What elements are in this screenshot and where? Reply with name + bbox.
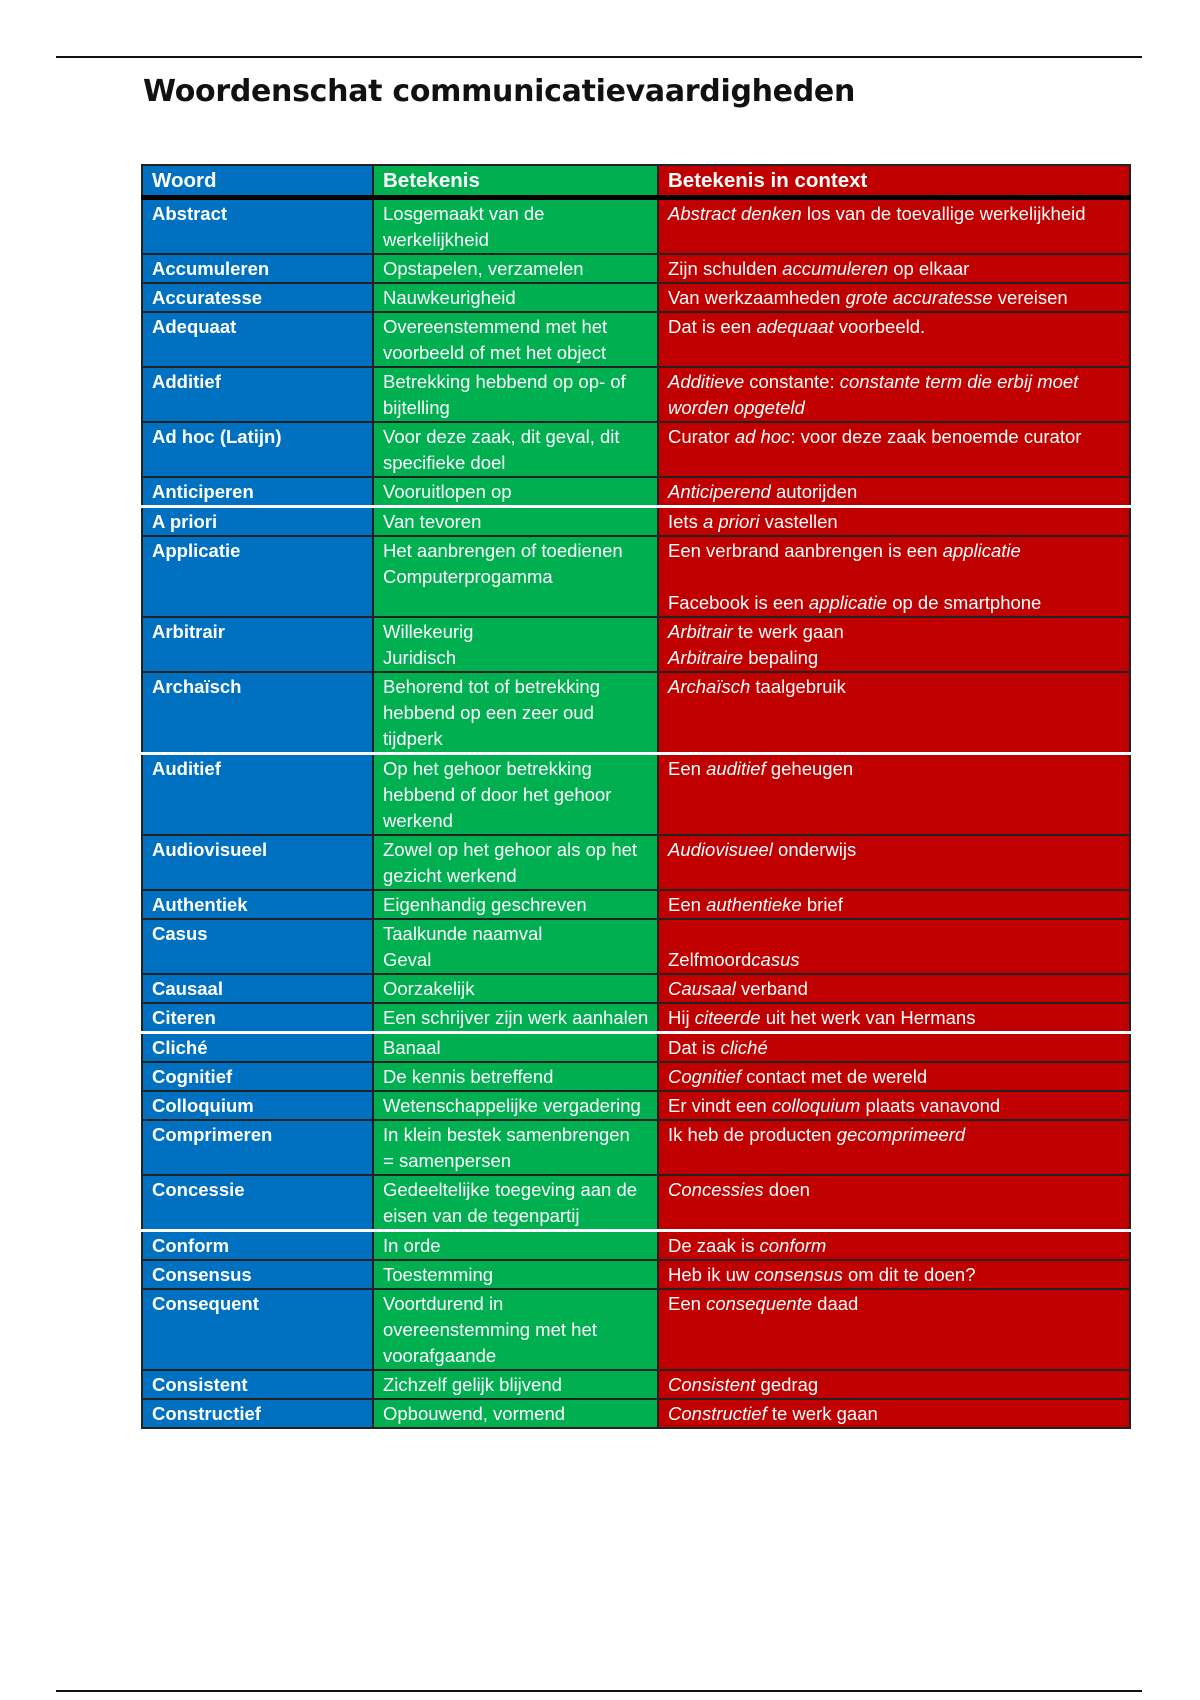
meaning-cell [373,835,658,890]
context-cell [658,835,1130,890]
context-text: los van de toevallige werkelijkheid [801,203,1086,224]
meaning-line: Wetenschappelijke vergadering [383,1095,641,1116]
context-term: Additieve [668,371,745,392]
context-term: Causaal [668,978,736,999]
context-line [668,256,1121,282]
word-cell: Auditief [142,754,373,836]
context-text: te werk gaan [766,1403,878,1424]
meaning-line: Gedeeltelijke toegeving aan de eisen van de tegenpartij [383,1179,638,1226]
context-text: Zelfmoord [668,949,752,970]
word-cell: Arbitrair [142,617,373,672]
context-cell [658,536,1130,617]
meaning-cell [373,367,658,422]
meaning-cell [373,1260,658,1289]
header-meaning: Betekenis [373,165,658,198]
context-term: citeerde [694,1007,761,1028]
context-cell [658,507,1130,537]
header-word: Woord [142,165,373,198]
context-cell [658,1003,1130,1033]
context-term: authentieke [706,894,802,915]
context-line [668,837,1121,863]
meaning-cell [373,507,658,537]
meaning-cell [373,254,658,283]
table-row [142,1370,1130,1399]
meaning-line: Overeenstemmend met het voorbeeld of met het object [383,316,608,363]
word-cell: Additief [142,367,373,422]
bottom-rule [56,1690,1142,1692]
context-text: verband [735,978,808,999]
context-term: Archaïsch [668,676,751,697]
table-row [142,1120,1130,1175]
table-row [142,1175,1130,1231]
context-term: Arbitrair [668,621,733,642]
context-cell [658,254,1130,283]
context-text: Een [668,758,707,779]
context-text: Een [668,1293,707,1314]
meaning-cell [373,672,658,754]
table-row [142,283,1130,312]
word-cell: Audiovisueel [142,835,373,890]
context-line [668,1122,1121,1148]
context-text: geheugen [765,758,854,779]
context-term: auditief [706,758,766,779]
context-text: Dat is [668,1037,721,1058]
context-text: op elkaar [888,258,970,279]
context-text: Curator [668,426,735,447]
context-term: Concessies [668,1179,764,1200]
word-cell: A priori [142,507,373,537]
meaning-line: Losgemaakt van de werkelijkheid [383,203,545,250]
meaning-line: Voor deze zaak, dit geval, dit specifieke doel [383,426,620,473]
meaning-cell [373,312,658,367]
context-cell [658,1260,1130,1289]
word-cell: Cognitief [142,1062,373,1091]
meaning-line: Oorzakelijk [383,978,475,999]
table-row [142,672,1130,754]
context-line [668,892,1121,918]
context-text: onderwijs [772,839,857,860]
context-line [668,1064,1121,1090]
context-term: Anticiperend [668,481,771,502]
meaning-cell [373,754,658,836]
context-cell [658,1033,1130,1063]
context-cell [658,198,1130,255]
word-cell: Citeren [142,1003,373,1033]
context-term: Consistent [668,1374,756,1395]
context-line [668,1291,1121,1317]
top-rule [56,56,1142,58]
context-text: Facebook is een [668,592,809,613]
context-cell [658,974,1130,1003]
meaning-line: Van tevoren [383,511,482,532]
context-line [668,538,1121,564]
context-text: Ik heb de producten [668,1124,837,1145]
meaning-line: Opstapelen, verzamelen [383,258,584,279]
meaning-line: Eigenhandig geschreven [383,894,587,915]
meaning-cell [373,1175,658,1231]
context-line [668,201,1121,227]
meaning-line: Zichzelf gelijk blijvend [383,1374,562,1395]
table-row [142,536,1130,617]
context-line [668,369,1121,421]
context-line [668,590,1121,616]
context-text: voorbeeld. [833,316,926,337]
context-text: Dat is een [668,316,757,337]
meaning-cell [373,536,658,617]
context-cell [658,1175,1130,1231]
meaning-cell [373,617,658,672]
context-text: contact met de wereld [741,1066,928,1087]
context-term: a priori [702,511,760,532]
word-cell: Accumuleren [142,254,373,283]
table-row [142,1399,1130,1428]
context-term: gecomprimeerd [836,1124,966,1145]
context-cell [658,1370,1130,1399]
meaning-cell [373,283,658,312]
context-line [668,619,1121,645]
context-cell [658,312,1130,367]
context-text: vereisen [992,287,1068,308]
word-cell: Colloquium [142,1091,373,1120]
meaning-cell [373,1062,658,1091]
context-text: taalgebruik [750,676,846,697]
meaning-line: Taalkunde naamval [383,923,543,944]
meaning-line: Computerprogamma [383,566,553,587]
word-cell: Causaal [142,974,373,1003]
table-row [142,367,1130,422]
context-text: Een verbrand aanbrengen is een [668,540,943,561]
context-term: applicatie [808,592,888,613]
meaning-line: Nauwkeurigheid [383,287,516,308]
context-text: Heb ik uw [668,1264,755,1285]
context-line [668,1262,1121,1288]
page-title: Woordenschat communicatievaardigheden [143,74,856,109]
table-row [142,422,1130,477]
context-term: conform [759,1235,827,1256]
context-cell [658,283,1130,312]
context-cell [658,617,1130,672]
meaning-line: Behorend tot of betrekking hebbend op een zeer oud tijdperk [383,676,601,749]
context-line [668,976,1121,1002]
context-line [668,314,1121,340]
vocabulary-table [141,164,1131,1429]
context-text: Hij [668,1007,695,1028]
word-cell: Comprimeren [142,1120,373,1175]
context-text: om dit te doen? [842,1264,976,1285]
context-line [668,921,1121,947]
meaning-cell [373,890,658,919]
context-cell [658,477,1130,507]
meaning-line: Geval [383,949,432,970]
context-text: bepaling [743,647,819,668]
table-row [142,254,1130,283]
context-cell [658,1120,1130,1175]
context-cell [658,422,1130,477]
meaning-line: In orde [383,1235,441,1256]
table-row [142,1003,1130,1033]
table-row [142,1062,1130,1091]
context-term: Cognitief [668,1066,742,1087]
context-cell [658,1399,1130,1428]
context-term: adequaat [756,316,834,337]
table-row [142,974,1130,1003]
context-line [668,479,1121,505]
context-term: applicatie [942,540,1021,561]
context-line [668,509,1121,535]
meaning-cell [373,477,658,507]
table-row [142,919,1130,974]
context-text: autorijden [770,481,858,502]
context-term: Arbitraire [668,647,744,668]
table-row [142,1091,1130,1120]
context-text: vastellen [759,511,838,532]
table-row [142,1289,1130,1370]
table-row [142,890,1130,919]
context-line [668,1372,1121,1398]
header-row [142,165,1130,198]
context-text: uit het werk van Hermans [760,1007,976,1028]
word-cell: Consequent [142,1289,373,1370]
meaning-line: Opbouwend, vormend [383,1403,566,1424]
context-term: colloquium [771,1095,861,1116]
context-text: gedrag [755,1374,819,1395]
context-term: Abstract denken [668,203,802,224]
context-line [668,1177,1121,1203]
header-context: Betekenis in context [658,165,1130,198]
context-cell [658,754,1130,836]
meaning-line: Juridisch [383,647,456,668]
table-row [142,477,1130,507]
context-text: De zaak is [668,1235,760,1256]
meaning-line: Banaal [383,1037,441,1058]
word-cell: Ad hoc (Latijn) [142,422,373,477]
context-cell [658,1289,1130,1370]
context-text: Iets [668,511,703,532]
context-term: casus [751,949,800,970]
context-term: cliché [720,1037,768,1058]
context-line [668,1093,1121,1119]
context-term: constante term die erbij moet worden opgeteld [668,371,1084,418]
table-row [142,1231,1130,1261]
context-line [668,1401,1121,1427]
context-line [668,756,1121,782]
context-line [668,564,1121,590]
table-row [142,617,1130,672]
table-row [142,1033,1130,1063]
meaning-cell [373,422,658,477]
meaning-line: Willekeurig [383,621,474,642]
context-cell [658,1091,1130,1120]
context-cell [658,919,1130,974]
word-cell: Casus [142,919,373,974]
meaning-cell [373,1399,658,1428]
word-cell: Concessie [142,1175,373,1231]
word-cell: Consensus [142,1260,373,1289]
context-cell [658,1231,1130,1261]
meaning-line: = samenpersen [383,1150,512,1171]
table-row [142,198,1130,255]
word-cell: Cliché [142,1033,373,1063]
meaning-line: Op het gehoor betrekking hebbend of door het gehoor werkend [383,758,612,831]
meaning-line: In klein bestek samenbrengen [383,1124,630,1145]
context-text: Een [668,894,707,915]
word-cell: Consistent [142,1370,373,1399]
word-cell: Anticiperen [142,477,373,507]
word-cell: Adequaat [142,312,373,367]
meaning-cell [373,198,658,255]
table-row [142,835,1130,890]
meaning-line: Het aanbrengen of toedienen [383,540,623,561]
meaning-line: Voortdurend in overeenstemming met het voorafgaande [383,1293,597,1366]
word-cell: Applicatie [142,536,373,617]
context-text: op de smartphone [887,592,1042,613]
context-text: te werk gaan [732,621,844,642]
table-row [142,507,1130,537]
context-line [668,1005,1121,1031]
meaning-line: De kennis betreffend [383,1066,554,1087]
context-line [668,645,1121,671]
context-text: brief [801,894,843,915]
meaning-line: Een schrijver zijn werk aanhalen [383,1007,649,1028]
context-line [668,424,1121,450]
word-cell: Archaïsch [142,672,373,754]
context-line [668,674,1121,700]
context-cell [658,890,1130,919]
context-text: Zijn schulden [668,258,783,279]
meaning-cell [373,1231,658,1261]
context-text: doen [763,1179,810,1200]
table-row [142,754,1130,836]
context-line [668,1233,1121,1259]
context-cell [658,672,1130,754]
word-cell: Abstract [142,198,373,255]
context-term: accumuleren [782,258,889,279]
meaning-line: Vooruitlopen op [383,481,512,502]
context-term: consequente [706,1293,813,1314]
meaning-cell [373,919,658,974]
word-cell: Conform [142,1231,373,1261]
meaning-cell [373,1370,658,1399]
context-text: Er vindt een [668,1095,772,1116]
context-line [668,285,1121,311]
context-term: consensus [754,1264,843,1285]
context-term: ad hoc [734,426,791,447]
meaning-cell [373,1289,658,1370]
meaning-cell [373,974,658,1003]
table-row [142,312,1130,367]
context-text: : voor deze zaak benoemde curator [790,426,1082,447]
meaning-cell [373,1033,658,1063]
context-text: plaats vanavond [860,1095,1001,1116]
word-cell: Authentiek [142,890,373,919]
word-cell: Constructief [142,1399,373,1428]
context-cell [658,367,1130,422]
context-text: Van werkzaamheden [668,287,846,308]
context-line [668,1035,1121,1061]
meaning-cell [373,1091,658,1120]
table-row [142,1260,1130,1289]
context-cell [658,1062,1130,1091]
meaning-cell [373,1120,658,1175]
context-text: constante: [744,371,840,392]
meaning-line: Zowel op het gehoor als op het gezicht werkend [383,839,638,886]
meaning-cell [373,1003,658,1033]
context-line [668,947,1121,973]
context-term: Audiovisueel [668,839,773,860]
context-term: grote accuratesse [845,287,993,308]
word-cell: Accuratesse [142,283,373,312]
context-text: daad [812,1293,859,1314]
meaning-line: Betrekking hebbend op op- of bijtelling [383,371,626,418]
meaning-line: Toestemming [383,1264,494,1285]
context-term: Constructief [668,1403,767,1424]
